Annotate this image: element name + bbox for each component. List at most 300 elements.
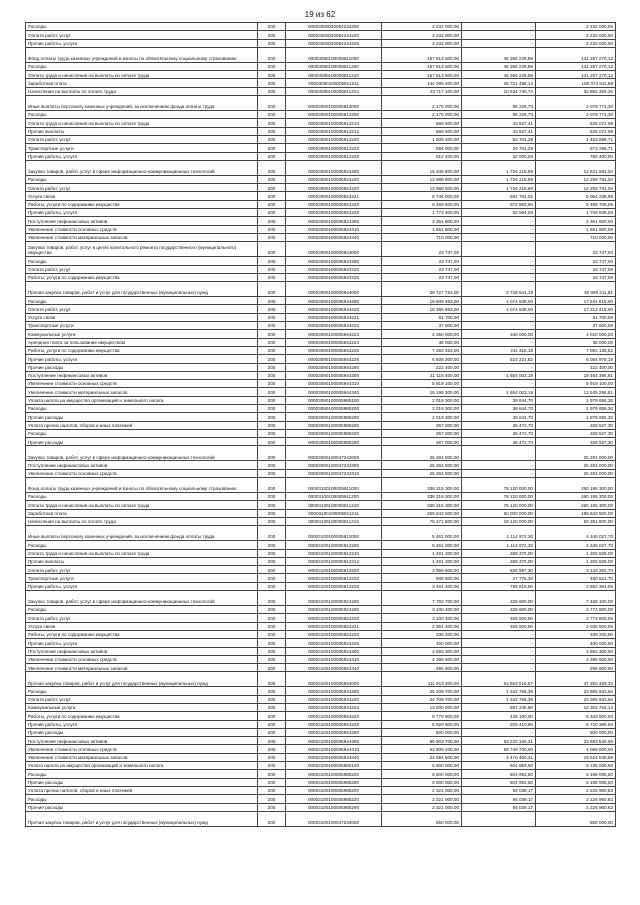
- row-remaining-cell: 260 195 300,00: [536, 493, 616, 501]
- row-name-cell: Расходы: [26, 404, 258, 412]
- row-approved-cell: 6 608 200,00: [382, 355, 462, 363]
- row-approved-cell: 4 693 300,00: [382, 647, 462, 655]
- row-approved-cell: 259 843 500,00: [382, 509, 462, 517]
- row-code-cell: 200: [258, 630, 286, 638]
- table-row: [26, 770, 616, 778]
- row-approved-cell: 3 100 400,00: [382, 614, 462, 622]
- row-kbk-cell: 00003090100005985290: [286, 438, 382, 446]
- row-remaining-cell: 1 202 825,00: [536, 549, 616, 557]
- row-approved-cell: 2 232 000,00: [382, 31, 462, 39]
- row-code-cell: 200: [258, 501, 286, 509]
- row-remaining-cell: 23 747,00: [536, 257, 616, 265]
- row-remaining-cell: 141 257 270,12: [536, 47, 616, 62]
- row-remaining-cell: 23 683 539,69: [536, 737, 616, 745]
- row-name-cell: Начисления на выплаты по оплате труда: [26, 517, 258, 525]
- row-name-cell: Прочие расходы: [26, 438, 258, 446]
- row-executed-cell: -: [462, 664, 536, 672]
- row-name-cell: Услуги связи: [26, 192, 258, 200]
- row-code-cell: 200: [258, 47, 286, 62]
- row-kbk-cell: 00003100100005944200: [286, 687, 382, 695]
- row-executed-cell: -: [462, 217, 536, 225]
- row-executed-cell: -: [462, 257, 536, 265]
- row-name-cell: Услуги связи: [26, 313, 258, 321]
- row-kbk-cell: 00003100100005924200: [286, 591, 382, 606]
- row-approved-cell: 2 232 000,00: [382, 39, 462, 47]
- row-kbk-cell: 00003100100005924200: [286, 606, 382, 614]
- row-code-cell: 200: [258, 541, 286, 549]
- row-approved-cell: 3 461 200,00: [382, 582, 462, 590]
- row-kbk-cell: 00003090100005924300: [286, 217, 382, 225]
- row-executed-cell: 604 993,50: [462, 770, 536, 778]
- table-row: [26, 233, 616, 241]
- row-name-cell: Арендная плата за пользование имуществом: [26, 338, 258, 346]
- row-name-cell: Поступление нефинансовых активов: [26, 461, 258, 469]
- row-code-cell: 200: [258, 111, 286, 119]
- row-executed-cell: 209 410,50: [462, 720, 536, 728]
- row-name-cell: Транспортные услуги: [26, 322, 258, 330]
- table-row: [26, 184, 616, 192]
- row-name-cell: Коммунальные услуги: [26, 704, 258, 712]
- row-executed-cell: 325 600,00: [462, 606, 536, 614]
- table-row: [26, 200, 616, 208]
- row-code-cell: 200: [258, 144, 286, 152]
- row-code-cell: 200: [258, 795, 286, 803]
- table-row: [26, 672, 616, 687]
- row-name-cell: Расходы: [26, 175, 258, 183]
- table-row: [26, 421, 616, 429]
- row-executed-cell: 325 600,00: [462, 614, 536, 622]
- table-row: [26, 330, 616, 338]
- row-executed-cell: 63 564,00: [462, 209, 536, 217]
- row-remaining-cell: 2 232 000,00: [536, 39, 616, 47]
- row-code-cell: 200: [258, 371, 286, 379]
- row-name-cell: Фонд оплаты труда казенных учреждений и взносы по обязательному социальному страхованию: [26, 47, 258, 62]
- table-row: [26, 712, 616, 720]
- table-row: [26, 297, 616, 305]
- row-executed-cell: 1 342 756,36: [462, 687, 536, 695]
- row-name-cell: Закупка товаров, работ, услуг в целях капитального ремонта государственного (муниципального) имущества: [26, 242, 258, 257]
- row-kbk-cell: 00003090100005924226: [286, 209, 382, 217]
- row-code-cell: 200: [258, 803, 286, 811]
- row-executed-cell: 94 039,17: [462, 803, 536, 811]
- row-approved-cell: 338 315 300,00: [382, 493, 462, 501]
- row-name-cell: Услуги связи: [26, 622, 258, 630]
- table-row: [26, 704, 616, 712]
- row-executed-cell: 1 114 972,30: [462, 526, 536, 541]
- row-kbk-cell: 00003100100005944225: [286, 712, 382, 720]
- row-approved-cell: 7 293 453,00: [382, 346, 462, 354]
- row-name-cell: Расходы: [26, 429, 258, 437]
- row-executed-cell: 58 749 700,00: [462, 745, 536, 753]
- row-code-cell: 200: [258, 71, 286, 79]
- row-kbk-cell: 00003090100005911000: [286, 47, 382, 62]
- table-row: [26, 664, 616, 672]
- table-row: [26, 273, 616, 281]
- row-approved-cell: 62 809 200,00: [382, 745, 462, 753]
- row-name-cell: Увеличение стоимости материальных запасов: [26, 664, 258, 672]
- row-code-cell: 200: [258, 728, 286, 736]
- row-name-cell: Закупка товаров, работ, услуг в сфере информационно-коммуникационных технологий: [26, 446, 258, 461]
- row-approved-cell: 86 903 700,00: [382, 737, 462, 745]
- row-kbk-cell: 00003100100005985290: [286, 778, 382, 786]
- row-executed-cell: 523 221,82: [462, 355, 536, 363]
- row-approved-cell: 2 321 000,00: [382, 786, 462, 794]
- row-remaining-cell: 3 143 202,70: [536, 566, 616, 574]
- row-code-cell: 200: [258, 192, 286, 200]
- table-row: [26, 322, 616, 330]
- row-approved-cell: 23 747,00: [382, 273, 462, 281]
- row-kbk-cell: 00003090100005924310: [286, 225, 382, 233]
- table-row: [26, 687, 616, 695]
- row-kbk-cell: 00003090100005912000: [286, 96, 382, 111]
- row-remaining-cell: 2 035 600,00: [536, 622, 616, 630]
- table-row: [26, 380, 616, 388]
- row-code-cell: 200: [258, 695, 286, 703]
- row-remaining-cell: 1 979 655,30: [536, 404, 616, 412]
- row-code-cell: 200: [258, 549, 286, 557]
- budget-execution-table: [25, 22, 616, 827]
- row-approved-cell: 187 813 500,00: [382, 71, 462, 79]
- row-executed-cell: 38 472,70: [462, 438, 536, 446]
- row-executed-cell: 64 563 016,67: [462, 672, 536, 687]
- row-approved-cell: 1 491 200,00: [382, 549, 462, 557]
- row-kbk-cell: 00003100100005944290: [286, 728, 382, 736]
- row-name-cell: Оплата работ, услуг: [26, 695, 258, 703]
- row-remaining-cell: 19 464 396,81: [536, 371, 616, 379]
- row-remaining-cell: 850 000,00: [536, 811, 616, 826]
- row-kbk-cell: 00003100100005944340: [286, 753, 382, 761]
- row-kbk-cell: 00003100100005924221: [286, 622, 382, 630]
- row-approved-cell: 3 969 800,00: [382, 566, 462, 574]
- row-code-cell: 200: [258, 720, 286, 728]
- row-code-cell: 200: [258, 388, 286, 396]
- table-row: [26, 478, 616, 493]
- row-approved-cell: 39 727 753,00: [382, 282, 462, 297]
- row-approved-cell: 24 094 500,00: [382, 753, 462, 761]
- row-kbk-cell: 00003100100005924310: [286, 655, 382, 663]
- row-name-cell: Прочие расходы: [26, 413, 258, 421]
- row-name-cell: Уплата прочих налогов, сборов и иных платежей: [26, 786, 258, 794]
- table-row: [26, 582, 616, 590]
- row-executed-cell: -: [462, 313, 536, 321]
- row-name-cell: Прочие выплаты: [26, 557, 258, 565]
- row-executed-cell: 1 654 003,19: [462, 388, 536, 396]
- row-name-cell: Прочие работы, услуги: [26, 209, 258, 217]
- row-executed-cell: -: [462, 639, 536, 647]
- table-row: [26, 371, 616, 379]
- row-code-cell: 200: [258, 811, 286, 826]
- table-row: [26, 795, 616, 803]
- row-remaining-cell: 23 866 943,64: [536, 687, 616, 695]
- row-remaining-cell: 5 343 800,00: [536, 712, 616, 720]
- row-name-cell: Расходы: [26, 62, 258, 70]
- row-code-cell: 200: [258, 282, 286, 297]
- row-approved-cell: 23 747,00: [382, 242, 462, 257]
- row-executed-cell: 1 726 218,96: [462, 184, 536, 192]
- row-name-cell: Уплата прочих налогов, сборов и иных платежей: [26, 421, 258, 429]
- row-kbk-cell: 00003090100005944225: [286, 346, 382, 354]
- row-approved-cell: 13 988 000,00: [382, 184, 462, 192]
- row-kbk-cell: 00003090100005911200: [286, 62, 382, 70]
- table-row: [26, 728, 616, 736]
- row-name-cell: Оплата работ, услуг: [26, 305, 258, 313]
- row-executed-cell: -: [462, 469, 536, 477]
- row-kbk-cell: 00003090100005985200: [286, 421, 382, 429]
- row-approved-cell: 338 315 300,00: [382, 501, 462, 509]
- row-kbk-cell: 00003090100005924200: [286, 160, 382, 175]
- row-executed-cell: 78 120 000,00: [462, 493, 536, 501]
- row-executed-cell: -: [462, 811, 536, 826]
- row-executed-cell: -: [462, 338, 536, 346]
- row-executed-cell: 39 644,70: [462, 413, 536, 421]
- row-executed-cell: -: [462, 363, 536, 371]
- row-approved-cell: 7 793 700,00: [382, 591, 462, 606]
- row-code-cell: 200: [258, 778, 286, 786]
- row-kbk-cell: 00003100100005912210: [286, 549, 382, 557]
- table-row: [26, 762, 616, 770]
- row-name-cell: Оплата работ, услуг: [26, 184, 258, 192]
- row-approved-cell: 1 491 200,00: [382, 557, 462, 565]
- row-code-cell: 200: [258, 639, 286, 647]
- row-kbk-cell: 00003090100005943000: [286, 242, 382, 257]
- row-code-cell: 200: [258, 225, 286, 233]
- row-approved-cell: 6 800 000,00: [382, 770, 462, 778]
- row-executed-cell: 288 375,00: [462, 549, 536, 557]
- row-remaining-cell: 12 259 781,04: [536, 184, 616, 192]
- row-kbk-cell: 00003090100005944222: [286, 322, 382, 330]
- row-code-cell: 200: [258, 647, 286, 655]
- row-code-cell: 200: [258, 687, 286, 695]
- row-code-cell: 200: [258, 622, 286, 630]
- row-kbk-cell: 00003090100005912212: [286, 127, 382, 135]
- row-approved-cell: 5 929 800,00: [382, 720, 462, 728]
- row-executed-cell: 20 701,29: [462, 144, 536, 152]
- row-approved-cell: 668 600,00: [382, 127, 462, 135]
- table-row: [26, 87, 616, 95]
- row-executed-cell: -: [462, 322, 536, 330]
- table-row: [26, 127, 616, 135]
- row-kbk-cell: 00003090100005944340: [286, 388, 382, 396]
- row-executed-cell: 60 000 000,00: [462, 509, 536, 517]
- row-name-cell: Расходы: [26, 493, 258, 501]
- row-remaining-cell: 222 400,00: [536, 363, 616, 371]
- row-approved-cell: 43 717 100,00: [382, 87, 462, 95]
- row-code-cell: 200: [258, 96, 286, 111]
- row-approved-cell: 25 209 700,00: [382, 687, 462, 695]
- row-executed-cell: 46 356 229,88: [462, 71, 536, 79]
- row-code-cell: 200: [258, 380, 286, 388]
- row-code-cell: 200: [258, 257, 286, 265]
- row-remaining-cell: 25 284 000,00: [536, 469, 616, 477]
- table-row: [26, 446, 616, 461]
- row-code-cell: 200: [258, 526, 286, 541]
- row-approved-cell: 2 232 000,00: [382, 23, 462, 31]
- row-code-cell: 200: [258, 233, 286, 241]
- row-approved-cell: 850 000,00: [382, 811, 462, 826]
- table-row: [26, 119, 616, 127]
- table-row: [26, 461, 616, 469]
- row-code-cell: 200: [258, 184, 286, 192]
- row-kbk-cell: 00003090100005944310: [286, 380, 382, 388]
- table-row: [26, 622, 616, 630]
- row-kbk-cell: 00003090100005985220: [286, 429, 382, 437]
- row-remaining-cell: 4 396 500,00: [536, 655, 616, 663]
- table-row: [26, 549, 616, 557]
- row-kbk-cell: 00003090100005943200: [286, 257, 382, 265]
- row-name-cell: Расходы: [26, 687, 258, 695]
- table-row: [26, 630, 616, 638]
- row-approved-cell: 2 321 000,00: [382, 795, 462, 803]
- row-kbk-cell: 00003090100005944300: [286, 371, 382, 379]
- row-kbk-cell: 00003100100005944226: [286, 720, 382, 728]
- row-code-cell: 200: [258, 87, 286, 95]
- table-row: [26, 469, 616, 477]
- row-name-cell: Закупка товаров, работ, услуг в сфере информационно-коммуникационных технологий: [26, 591, 258, 606]
- table-row: [26, 346, 616, 354]
- page-number: 19 из 62: [304, 10, 336, 19]
- table-row: [26, 388, 616, 396]
- table-row: [26, 144, 616, 152]
- row-code-cell: 200: [258, 517, 286, 525]
- row-kbk-cell: 00003090100047242300: [286, 461, 382, 469]
- row-remaining-cell: 36 000,00: [536, 338, 616, 346]
- row-remaining-cell: 23 747,00: [536, 265, 616, 273]
- row-approved-cell: 6 469 600,00: [382, 200, 462, 208]
- table-row: [26, 111, 616, 119]
- row-name-cell: Прочие расходы: [26, 728, 258, 736]
- row-kbk-cell: 00003090100005944226: [286, 355, 382, 363]
- row-approved-cell: 710 000,00: [382, 233, 462, 241]
- table-row: [26, 338, 616, 346]
- table-row: [26, 192, 616, 200]
- row-remaining-cell: 7 082 136,82: [536, 346, 616, 354]
- row-name-cell: Расходы: [26, 257, 258, 265]
- row-approved-cell: 2 175 000,00: [382, 96, 462, 111]
- row-kbk-cell: 00003100100005944310: [286, 745, 382, 753]
- row-approved-cell: 2 019 300,00: [382, 404, 462, 412]
- row-executed-cell: 94 039,17: [462, 786, 536, 794]
- row-kbk-cell: 00003090100005985100: [286, 396, 382, 404]
- row-remaining-cell: 1 202 825,00: [536, 557, 616, 565]
- row-executed-cell: -: [462, 23, 536, 31]
- row-remaining-cell: 141 257 270,12: [536, 71, 616, 79]
- row-remaining-cell: 32 882 359,26: [536, 87, 616, 95]
- row-executed-cell: 94 039,17: [462, 795, 536, 803]
- table-row: [26, 305, 616, 313]
- row-remaining-cell: 37 600,00: [536, 322, 616, 330]
- row-remaining-cell: 480 821,70: [536, 574, 616, 582]
- row-approved-cell: 2 361 200,00: [382, 622, 462, 630]
- row-approved-cell: 5 779 900,00: [382, 712, 462, 720]
- row-executed-cell: 436 100,00: [462, 712, 536, 720]
- table-row: [26, 647, 616, 655]
- row-remaining-cell: 1 651 800,00: [536, 225, 616, 233]
- row-remaining-cell: 2 078 771,30: [536, 111, 616, 119]
- row-kbk-cell: 00003080030054244226: [286, 39, 382, 47]
- row-code-cell: 200: [258, 175, 286, 183]
- table-row: [26, 737, 616, 745]
- row-remaining-cell: 328 527,30: [536, 429, 616, 437]
- row-name-cell: Работы, услуги по содержанию имущества: [26, 200, 258, 208]
- row-approved-cell: 4 396 500,00: [382, 655, 462, 663]
- row-approved-cell: 25 284 000,00: [382, 446, 462, 461]
- row-kbk-cell: 00003100100005944223: [286, 704, 382, 712]
- table-row: [26, 745, 616, 753]
- row-code-cell: 200: [258, 396, 286, 404]
- row-code-cell: 200: [258, 509, 286, 517]
- row-kbk-cell: 00003090100005985200: [286, 404, 382, 412]
- row-executed-cell: 288 375,00: [462, 557, 536, 565]
- row-kbk-cell: 00003080030054244220: [286, 31, 382, 39]
- row-name-cell: Поступление нефинансовых активов: [26, 647, 258, 655]
- row-code-cell: 200: [258, 606, 286, 614]
- row-name-cell: Увеличение стоимости материальных запасов: [26, 233, 258, 241]
- row-executed-cell: 1 342 756,36: [462, 695, 536, 703]
- row-approved-cell: 367 000,00: [382, 421, 462, 429]
- row-name-cell: Иные выплаты персоналу казенных учреждений, за исключением фонда оплаты труда: [26, 526, 258, 541]
- row-code-cell: 200: [258, 404, 286, 412]
- row-approved-cell: 1 651 800,00: [382, 225, 462, 233]
- row-name-cell: Заработная плата: [26, 509, 258, 517]
- row-executed-cell: 1 726 218,96: [462, 160, 536, 175]
- row-code-cell: 200: [258, 614, 286, 622]
- row-name-cell: Расходы: [26, 23, 258, 31]
- row-remaining-cell: 328 527,30: [536, 438, 616, 446]
- table-row: [26, 265, 616, 273]
- row-remaining-cell: 6 195 006,50: [536, 770, 616, 778]
- table-row: [26, 96, 616, 111]
- row-kbk-cell: 00003090100005912222: [286, 144, 382, 152]
- row-remaining-cell: 625 072,59: [536, 127, 616, 135]
- row-executed-cell: 697 245,86: [462, 704, 536, 712]
- row-executed-cell: 798 819,00: [462, 582, 536, 590]
- row-remaining-cell: 25 284 000,00: [536, 461, 616, 469]
- row-code-cell: 200: [258, 429, 286, 437]
- row-kbk-cell: 00003100100005924300: [286, 647, 382, 655]
- row-kbk-cell: 00003090100005985290: [286, 413, 382, 421]
- row-code-cell: 200: [258, 421, 286, 429]
- row-name-cell: Прочие расходы: [26, 778, 258, 786]
- row-executed-cell: -: [462, 655, 536, 663]
- row-kbk-cell: 00003090100005944224: [286, 338, 382, 346]
- row-executed-cell: -: [462, 39, 536, 47]
- row-remaining-cell: 1 979 655,30: [536, 396, 616, 404]
- row-executed-cell: -: [462, 446, 536, 461]
- row-remaining-cell: 500 000,00: [536, 728, 616, 736]
- row-executed-cell: -: [462, 233, 536, 241]
- row-executed-cell: 681 761,02: [462, 192, 536, 200]
- row-remaining-cell: 4 693 300,00: [536, 647, 616, 655]
- row-remaining-cell: 328 527,30: [536, 421, 616, 429]
- table-row: [26, 541, 616, 549]
- row-name-cell: Прочие выплаты: [26, 127, 258, 135]
- row-remaining-cell: 4 346 027,70: [536, 526, 616, 541]
- row-kbk-cell: 00003090100005943220: [286, 265, 382, 273]
- row-remaining-cell: 47 350 483,33: [536, 672, 616, 687]
- row-approved-cell: 6 800 000,00: [382, 762, 462, 770]
- row-kbk-cell: 00003090100005944223: [286, 330, 382, 338]
- row-executed-cell: -: [462, 647, 536, 655]
- row-name-cell: Оплата работ, услуг: [26, 31, 258, 39]
- row-remaining-cell: 108 374 911,86: [536, 79, 616, 87]
- row-executed-cell: 78 120 000,00: [462, 501, 536, 509]
- row-kbk-cell: 00003090100005924340: [286, 233, 382, 241]
- row-kbk-cell: 00003090100005924220: [286, 184, 382, 192]
- row-kbk-cell: 00003090100047242000: [286, 446, 382, 461]
- table-body: [26, 23, 616, 827]
- table-row: [26, 23, 616, 31]
- row-name-cell: Работы, услуги по содержанию имущества: [26, 630, 258, 638]
